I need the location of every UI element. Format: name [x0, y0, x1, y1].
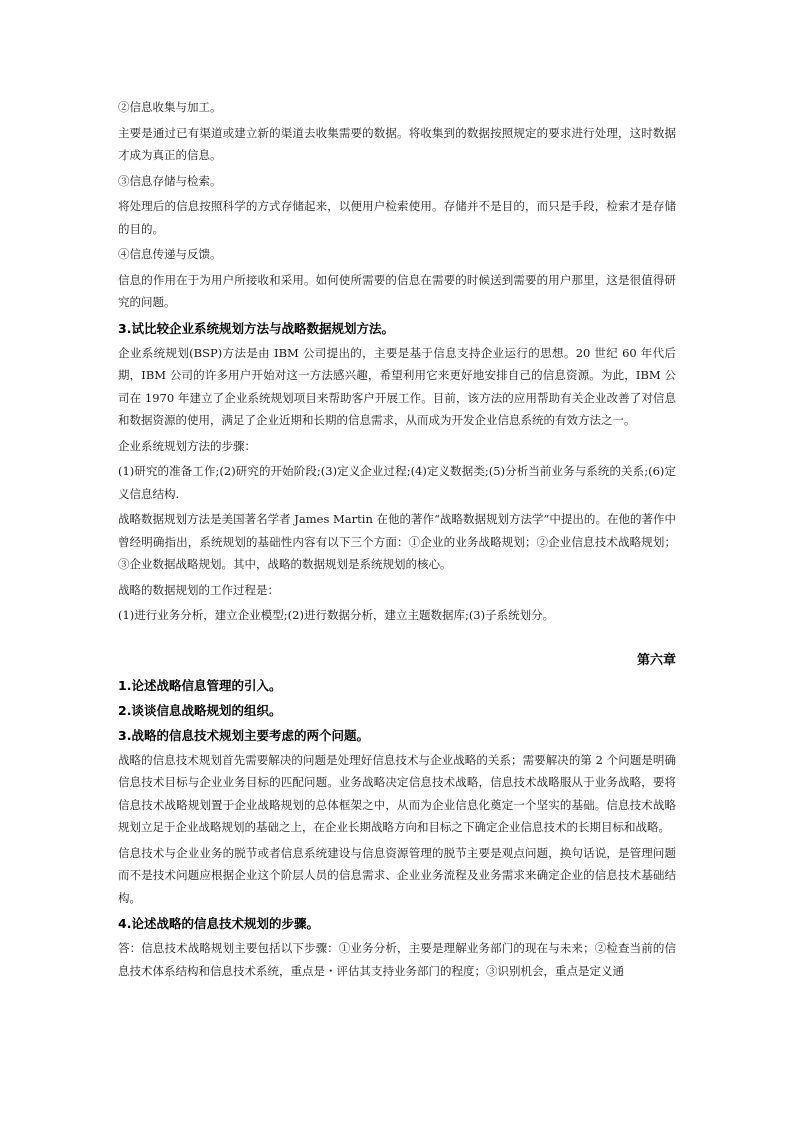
- bsp-paragraph: 企业系统规划(BSP)方法是由 IBM 公司提出的，主要是基于信息支持企业运行的思想。20 世纪 60 年代后期，IBM 公司的许多用户开始对这一方法感兴趣，希望利用它来更好地安排自己的信息资源。为此，IBM 公司在 1970 年建立了企业系统规划项目来帮助客户开展工作。目前，该方法的应用帮助有关企业改善了对信息和数据资源的使用，满足了企业近期和长期的信息需求，从而成为开发企业信息系统的有效方法之一。: [118, 345, 676, 427]
- question-3-heading: 3.试比较企业系统规划方法与战略数据规划方法。: [118, 320, 394, 336]
- item-3-title: ③信息存储与检索。: [118, 173, 222, 188]
- item-4-body: 信息的作用在于为用户所接收和采用。如何使所需要的信息在需要的时候送到需要的用户那里，这是很值得研究的问题。: [118, 272, 676, 309]
- item-2-title: ②信息收集与加工。: [118, 100, 222, 114]
- chapter6-question-3: 3.战略的信息技术规划主要考虑的两个问题。: [118, 727, 369, 743]
- document-page: [118, 96, 676, 985]
- it-strategy-paragraph-1: 战略的信息技术规划首先需要解决的问题是处理好信息技术与企业战略的关系；需要解决的第 2 个问题是明确信息技术目标与企业业务目标的匹配问题。业务战略决定信息技术战略，信息技术战略服从于业务战略，要将信息技术战略规划置于企业战略规划的总体框架之中，从而为企业信息化奠定一个坚实的基础。信息技术战略规划立足于企业战略规划的基础之上，在企业长期战略方向和目标之下确定企业信息技术的长期目标和战略。: [118, 752, 676, 834]
- chapter6-question-1: 1.论述战略信息管理的引入。: [118, 677, 282, 693]
- it-strategy-paragraph-2: 信息技术与企业业务的脱节或者信息系统建设与信息资源管理的脱节主要是观点问题，换句话说，是管理问题而不是技术问题应根据企业这个阶层人员的信息需求、企业业务流程及业务需求来确定企业的信息技术基础结构。: [118, 845, 676, 905]
- strategic-data-process: (1)进行业务分析，建立企业模型;(2)进行数据分析，建立主题数据库;(3)子系统划分。: [118, 608, 555, 622]
- item-4-title: ④信息传递与反馈。: [118, 247, 222, 261]
- item-2-body: 主要是通过已有渠道或建立新的渠道去收集需要的数据。将收集到的数据按照规定的要求进行处理，这时数据才成为真正的信息。: [118, 125, 676, 162]
- chapter6-question-4: 4.论述战略的信息技术规划的步骤。: [118, 916, 319, 931]
- strategic-data-process-label: 战略的数据规划的工作过程是：: [118, 582, 279, 597]
- bsp-steps: (1)研究的准备工作;(2)研究的开始阶段;(3)定义企业过程;(4)定义数据类;(5)分析当前业务与系统的关系;(6)定义信息结构.: [118, 464, 676, 501]
- answer-paragraph: 答：信息技术战略规划主要包括以下步骤：①业务分析，主要是理解业务部门的现在与未来；②检查当前的信息技术体系结构和信息技术系统，重点是・评估其支持业务部门的程度；③识别机会，重点是定义通: [118, 941, 676, 978]
- strategic-data-paragraph: 战略数据规划方法是美国著名学者 James Martin 在他的著作“战略数据规划方法学”中提出的。在他的著作中曾经明确指出，系统规划的基础性内容有以下三个方面：①企业的业务战略规划；②企业信息技术战略规划；③企业数据战略规划。其中，战略的数据规划是系统规划的核心。: [118, 512, 676, 571]
- chapter6-question-2: 2.谈谈信息战略规划的组织。: [118, 702, 282, 718]
- bsp-steps-label: 企业系统规划方法的步骤：: [118, 438, 256, 453]
- chapter-title: 第六章: [636, 652, 676, 668]
- item-3-body: 将处理后的信息按照科学的方式存储起来，以便用户检索使用。存储并不是目的，而只是手段，检索才是存储的目的。: [118, 199, 676, 236]
